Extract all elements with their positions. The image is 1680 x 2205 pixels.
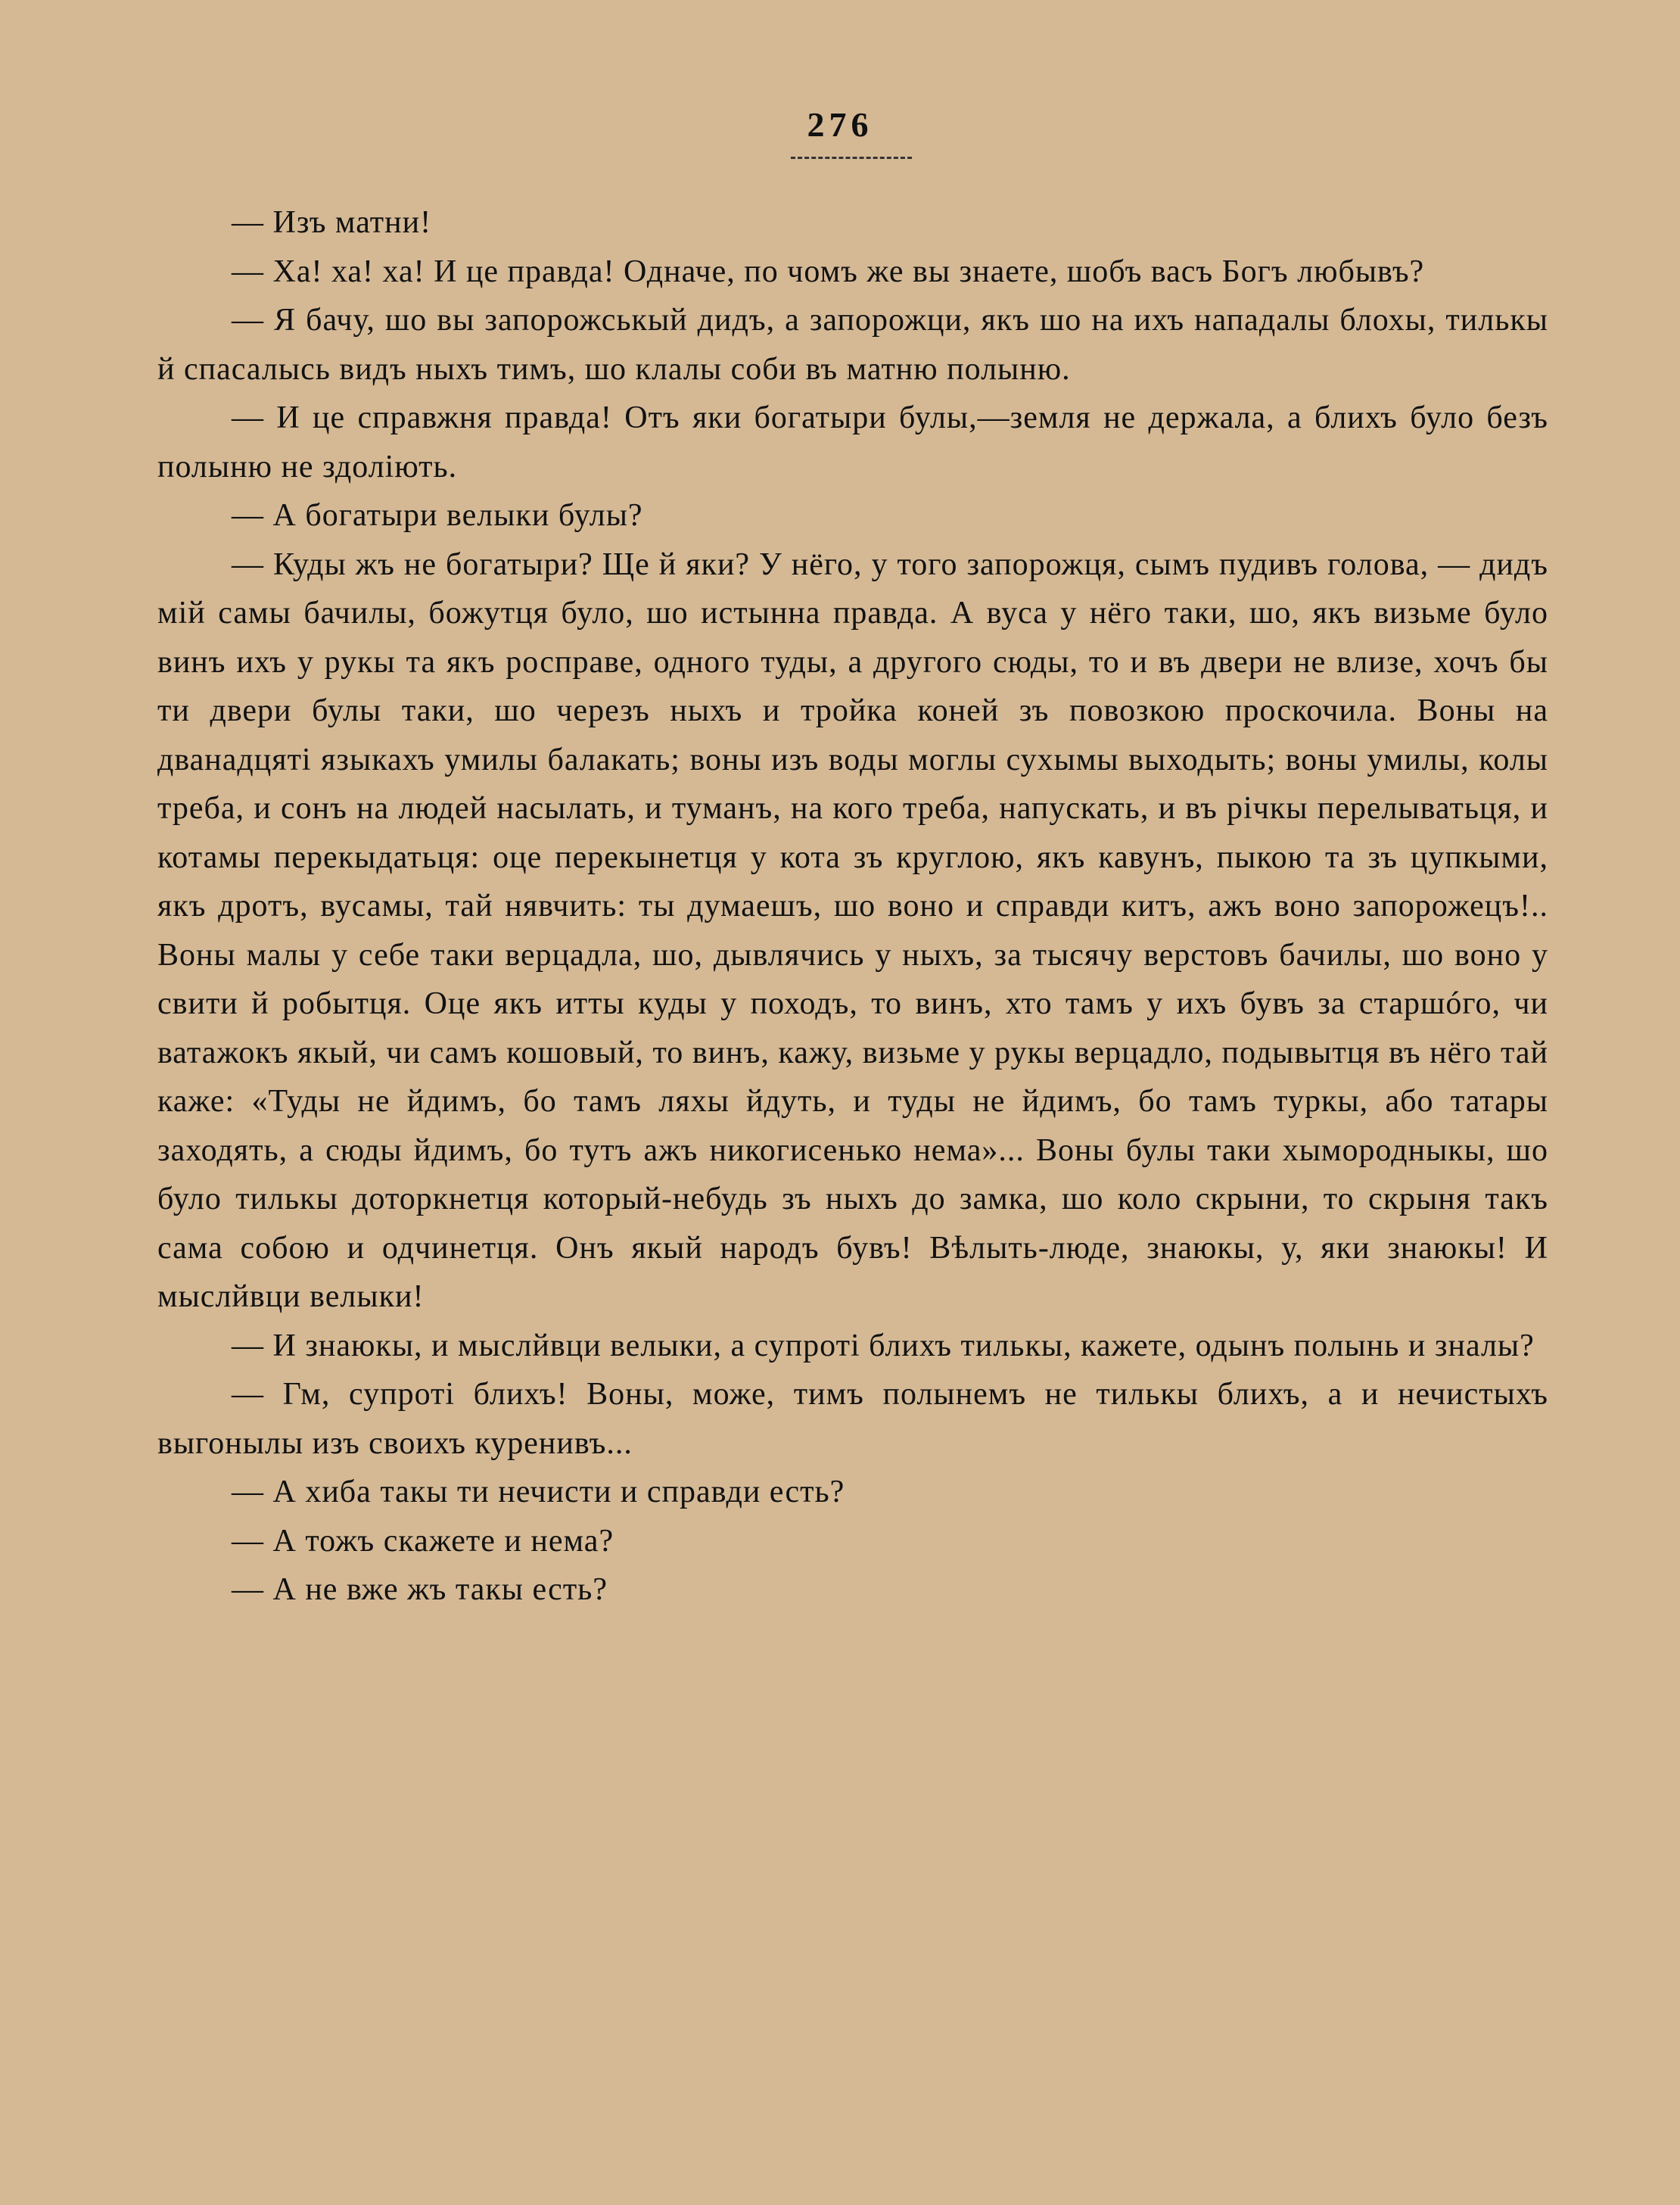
paragraph-6: — Куды жъ не богатыри? Ще й яки? У нёго, у того запорожця, сымъ пудивъ голова, — дидъ мiй самы бачилы, божутця було, шо истынна правда. А вуса у нёго таки, шо, якъ визьме було винъ ихъ у рукы та якъ росправе, одного туды, а другого сюды, то и въ двери не влизе, хочъ бы ти двери булы таки, шо черезъ ныхъ и тройка коней зъ повозкою проскочила. Воны на дванадцятi языкахъ умилы балакать; воны изъ воды моглы сухымы выходыть; воны умилы, колы треба, и сонъ на людей насылать, и туманъ, на кого треба, напускать, и въ рiчкы перелыватьця, и котамы перекыдатьця: оце перекынетця у кота зъ круглою, якъ кавунъ, пыкою та зъ цупкыми, якъ дротъ, вусамы, тай нявчить: ты думаешъ, шо воно и справди китъ, ажъ воно запорожецъ!.. Воны малы у себе таки верцадла, шо, дывлячись у ныхъ, за тысячу верстовъ бачилы, шо воно у свити й робытця. Оце якъ итты куды у походъ, то винъ, хто тамъ у ихъ бувъ за старшóго, чи ватажокъ якый, чи самъ кошовый, то винъ, кажу, визьме у рукы верцадло, подывытця въ нёго тай каже: «Туды не йдимъ, бо тамъ ляхы йдуть, и туды не йдимъ, бо тамъ туркы, або татары заходять, а сюды йдимъ, бо тутъ ажъ никогисенько нема»... Воны булы таки хымородныкы, шо було тилькы доторкнетця который-небудь зъ ныхъ до замка, шо коло скрыни, то скрыня такъ сама собою и одчинетця. Онъ якый народъ бувъ! Вѣлыть-люде, знаюкы, у, яки знаюкы! И мыслйвци велыки!: [157, 547, 1548, 1314]
paragraph-4: — И це справжня правда! Отъ яки богатыри булы,—земля не держала, а блихъ було безъ полыню не здолiють.: [157, 400, 1548, 484]
page-number: 276: [807, 105, 873, 144]
paragraph-11: — А не вже жъ такы есть?: [232, 1572, 608, 1607]
paragraph-1: — Изъ матни!: [232, 205, 432, 240]
paragraph-2: — Ха! ха! ха! И це правда! Одначе, по чомъ же вы знаете, шобъ васъ Богъ любывъ?: [232, 254, 1425, 289]
header-rule: [791, 157, 912, 159]
text-block: [157, 198, 1548, 1615]
paragraph-8: — Гм, супротi блихъ! Воны, може, тимъ полынемъ не тилькы блихъ, а и нечистыхъ выгонылы изъ своихъ куренивъ...: [157, 1377, 1548, 1461]
paragraph-3: — Я бачу, шо вы запорожськый дидъ, а запорожци, якъ шо на ихъ нападалы блохы, тилькы й спасалысь видъ ныхъ тимъ, шо клалы соби въ матню полыню.: [157, 303, 1548, 387]
paragraph-10: — А тожъ скажете и нема?: [232, 1523, 614, 1559]
paragraph-5: — А богатыри велыки булы?: [232, 498, 643, 533]
paragraph-9: — А хиба такы ти нечисти и справди есть?: [232, 1475, 845, 1509]
paragraph-7: — И знаюкы, и мыслйвци велыки, а супротi блихъ тилькы, кажете, одынъ полынь и зналы?: [232, 1328, 1535, 1363]
